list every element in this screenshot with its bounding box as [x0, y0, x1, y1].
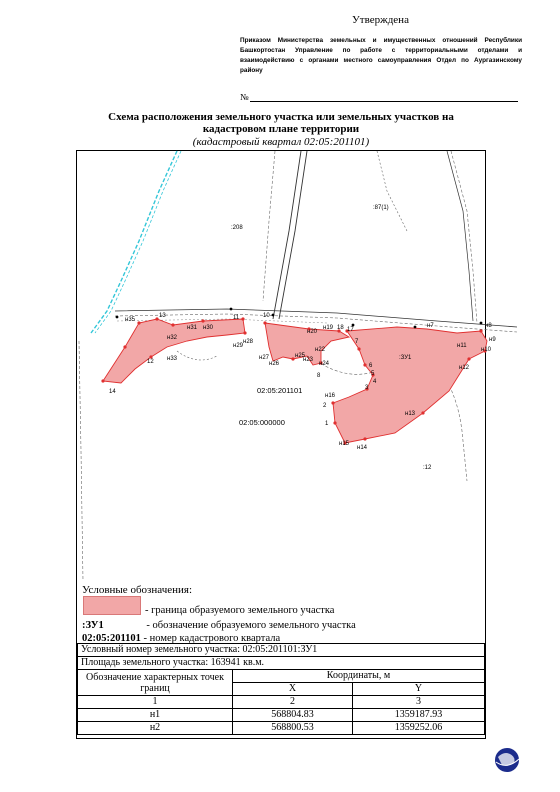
point-label-11: 11 — [233, 315, 240, 321]
row-x: 568804.83 — [233, 709, 353, 722]
col-num-1: 1 — [78, 696, 233, 709]
quarter-label-2: 02:05:000000 — [239, 418, 285, 427]
row-x: 568800.53 — [233, 722, 353, 735]
point-label-n23: н23 — [303, 357, 313, 363]
point-label-n31: н31 — [187, 325, 197, 331]
parcel-area: Площадь земельного участка: 163941 кв.м. — [78, 657, 485, 670]
point-label-n27: н27 — [259, 355, 269, 361]
col-y-header: Y — [352, 683, 484, 696]
row-y: 1359187.93 — [352, 709, 484, 722]
point-label-18: 18 — [337, 325, 344, 331]
point-label-n9: н9 — [489, 337, 496, 343]
document-subtitle: (кадастровый квартал 02:05:201101) — [192, 136, 370, 148]
point-label-n35: н35 — [125, 317, 135, 323]
point-label-n28: н28 — [243, 339, 253, 345]
point-label-n12: н12 — [459, 365, 469, 371]
number-label: № — [240, 92, 249, 102]
point-label-4: 4 — [373, 379, 377, 385]
point-label-n30: н30 — [203, 325, 213, 331]
globe-logo-icon — [492, 745, 522, 775]
point-label-10: 10 — [263, 313, 270, 319]
quarter-label-1: 02:05:201101 — [257, 386, 303, 395]
number-line — [250, 101, 518, 102]
point-label-n29: н29 — [233, 343, 243, 349]
point-label-n10: н10 — [481, 347, 491, 353]
parcel-label-zu1: :ЗУ1 — [399, 355, 412, 361]
col-point-header: Обозначение характерных точек границ — [78, 670, 233, 696]
row-point-name: н2 — [78, 722, 233, 735]
point-label-13: 13 — [159, 313, 166, 319]
approved-label: Утверждена — [352, 14, 409, 26]
point-label-n25: н25 — [295, 353, 305, 359]
point-label-1: 1 — [325, 421, 329, 427]
legend-code-key: :ЗУ1 — [82, 620, 104, 631]
table-row — [78, 709, 485, 722]
parcel-label-208: :208 — [231, 225, 243, 231]
legend-quarter-key: 02:05:201101 — [82, 633, 141, 644]
parcel-label-87: :87(1) — [373, 205, 389, 211]
scheme-frame — [76, 150, 496, 739]
table-row — [78, 722, 485, 735]
boundary-left — [79, 341, 83, 581]
parcel-label-12: :12 — [423, 465, 432, 471]
point-label-n11: н11 — [457, 343, 467, 349]
point-label-3: 3 — [365, 385, 369, 391]
boundary-right-1 — [447, 151, 473, 321]
point-label-n13: н13 — [405, 411, 415, 417]
boundary-curve-2 — [177, 351, 217, 360]
point-label-n14: н14 — [357, 445, 367, 451]
col-x-header: X — [233, 683, 353, 696]
point-label-17: 17 — [347, 327, 354, 333]
legend-quarter-desc: - номер кадастрового квартала — [140, 633, 281, 644]
point-label-n22: н22 — [315, 347, 325, 353]
parcel-left — [103, 319, 245, 383]
boundary-top — [263, 151, 275, 301]
point-label-6: 6 — [369, 363, 373, 369]
legend-swatch — [83, 596, 141, 615]
road-line-2 — [279, 151, 307, 319]
row-point-name: н1 — [78, 709, 233, 722]
road-line-1 — [273, 151, 301, 319]
col-coords-header: Координаты, м — [233, 670, 485, 683]
water-line — [91, 151, 177, 333]
point-label-5: 5 — [371, 371, 375, 377]
point-label-n19: н19 — [323, 325, 333, 331]
legend-title: Условные обозначения: — [82, 584, 193, 596]
col-num-2: 2 — [233, 696, 353, 709]
boundary-right-2 — [451, 151, 477, 323]
point-label-14: 14 — [109, 389, 116, 395]
row-y: 1359252.06 — [352, 722, 484, 735]
point-label-n24: н24 — [319, 361, 329, 367]
point-label-12: 12 — [147, 359, 154, 365]
point-label-2: 2 — [323, 403, 327, 409]
document-title: Схема расположения земельного участка или земельных участков на кадастровом плане территории — [108, 111, 454, 135]
point-label-n26: н26 — [269, 361, 279, 367]
point-label-n7: н7 — [427, 323, 434, 329]
legend-code-desc: - обозначение образуемого земельного участка — [143, 620, 356, 631]
point-label-n33: н33 — [167, 356, 177, 362]
legend-code-row — [82, 620, 356, 631]
legend-boundary: - граница образуемого земельного участка — [145, 605, 335, 616]
point-label-n16: н16 — [325, 393, 335, 399]
col-num-3: 3 — [352, 696, 484, 709]
point-label-n32: н32 — [167, 335, 177, 341]
point-label-n15: н15 — [339, 441, 349, 447]
point-label-n20: н20 — [307, 329, 317, 335]
cadastral-map — [77, 151, 496, 581]
point-label-8: 8 — [317, 373, 321, 379]
point-label-7: 7 — [355, 339, 359, 345]
point-label-n8: н8 — [485, 323, 492, 329]
info-table — [77, 643, 485, 735]
order-text: Приказом Министерства земельных и имущественных отношений Республики Башкортостан Управление по работе с территориальными отделами и взаимодействию с органами местного самоуправления Отдел по Аургазинскому району — [240, 37, 522, 74]
conditional-number: Условный номер земельного участка: 02:05:201101:ЗУ1 — [78, 644, 485, 657]
boundary-right-3 — [377, 151, 407, 231]
